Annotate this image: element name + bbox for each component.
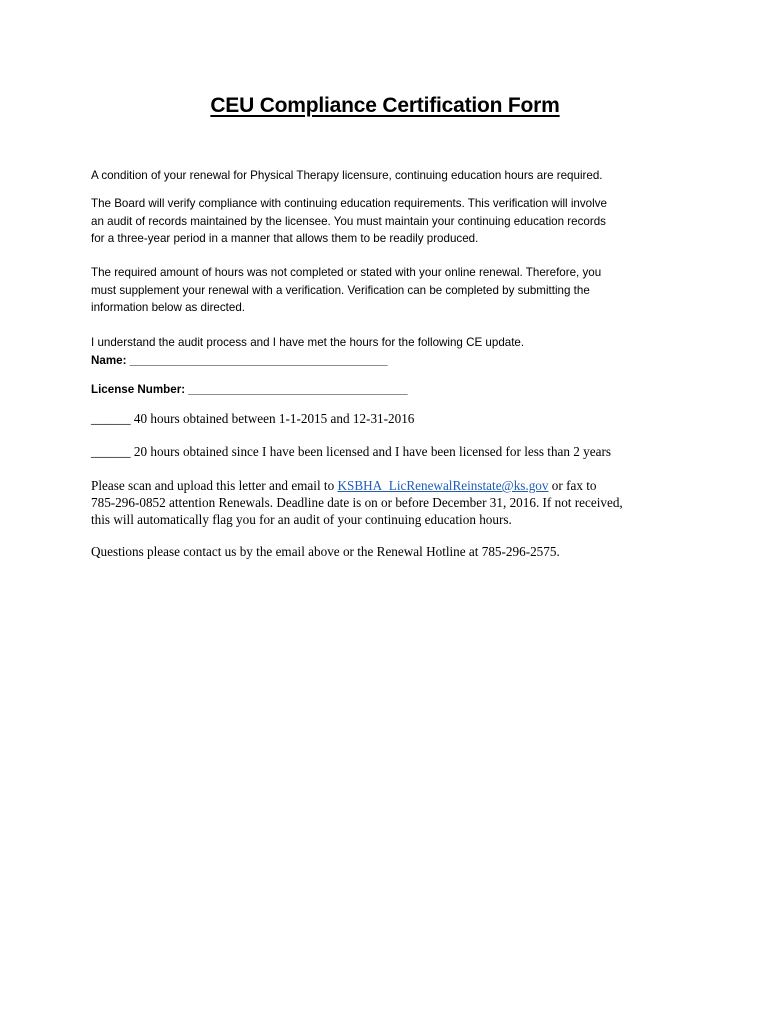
text-line: this will automatically flag you for an audit of your continuing education hours. (91, 512, 512, 527)
page-title: CEU Compliance Certification Form (210, 94, 560, 117)
submission-instructions (91, 477, 681, 528)
text-line: The required amount of hours was not completed or stated with your online renewal. Therefore, you (91, 266, 602, 279)
option-20-hours-text: ______ 20 hours obtained since I have been licensed and I have been licensed for less than 2 years (91, 444, 611, 459)
instructions-after-email: or fax to (548, 478, 597, 493)
text-line: an audit of records maintained by the licensee. You must maintain your continuing education records (91, 214, 606, 228)
questions-paragraph (91, 543, 681, 560)
text-line: information below as directed. (91, 301, 246, 314)
option-40-hours-text: ______ 40 hours obtained between 1-1-2015 and 12-31-2016 (91, 411, 415, 426)
text-line: 785-296-0852 attention Renewals. Deadline date is on or before December 31, 2016. If not received, (91, 495, 623, 510)
instructions-before-email: Please scan and upload this letter and email to (91, 478, 338, 493)
text-line: The Board will verify compliance with continuing education requirements. This verification will involve (91, 197, 607, 210)
board-verification-paragraph (91, 195, 681, 248)
email-link[interactable]: KSBHA_LicRenewalReinstate@ks.gov (337, 478, 549, 493)
required-hours-paragraph (91, 264, 681, 317)
understand-statement: I understand the audit process and I have met the hours for the following CE update. (91, 336, 525, 349)
license-number-field[interactable] (91, 381, 681, 399)
license-number-label: License Number: __________________________________ (91, 383, 408, 396)
renewal-condition-paragraph (91, 167, 681, 185)
attestation-block (91, 334, 681, 369)
name-field[interactable]: Name: ________________________________________ (91, 353, 388, 367)
option-20-hours[interactable] (91, 443, 681, 460)
text-line: Questions please contact us by the email above or the Renewal Hotline at 785-296-2575. (91, 544, 560, 559)
text-line (91, 477, 681, 494)
text-line: A condition of your renewal for Physical Therapy licensure, continuing education hours are required. (91, 169, 603, 182)
option-40-hours[interactable] (91, 410, 681, 427)
text-line: must supplement your renewal with a verification. Verification can be completed by submitting the (91, 283, 590, 297)
text-line: for a three-year period in a manner that allows them to be readily produced. (91, 232, 479, 245)
